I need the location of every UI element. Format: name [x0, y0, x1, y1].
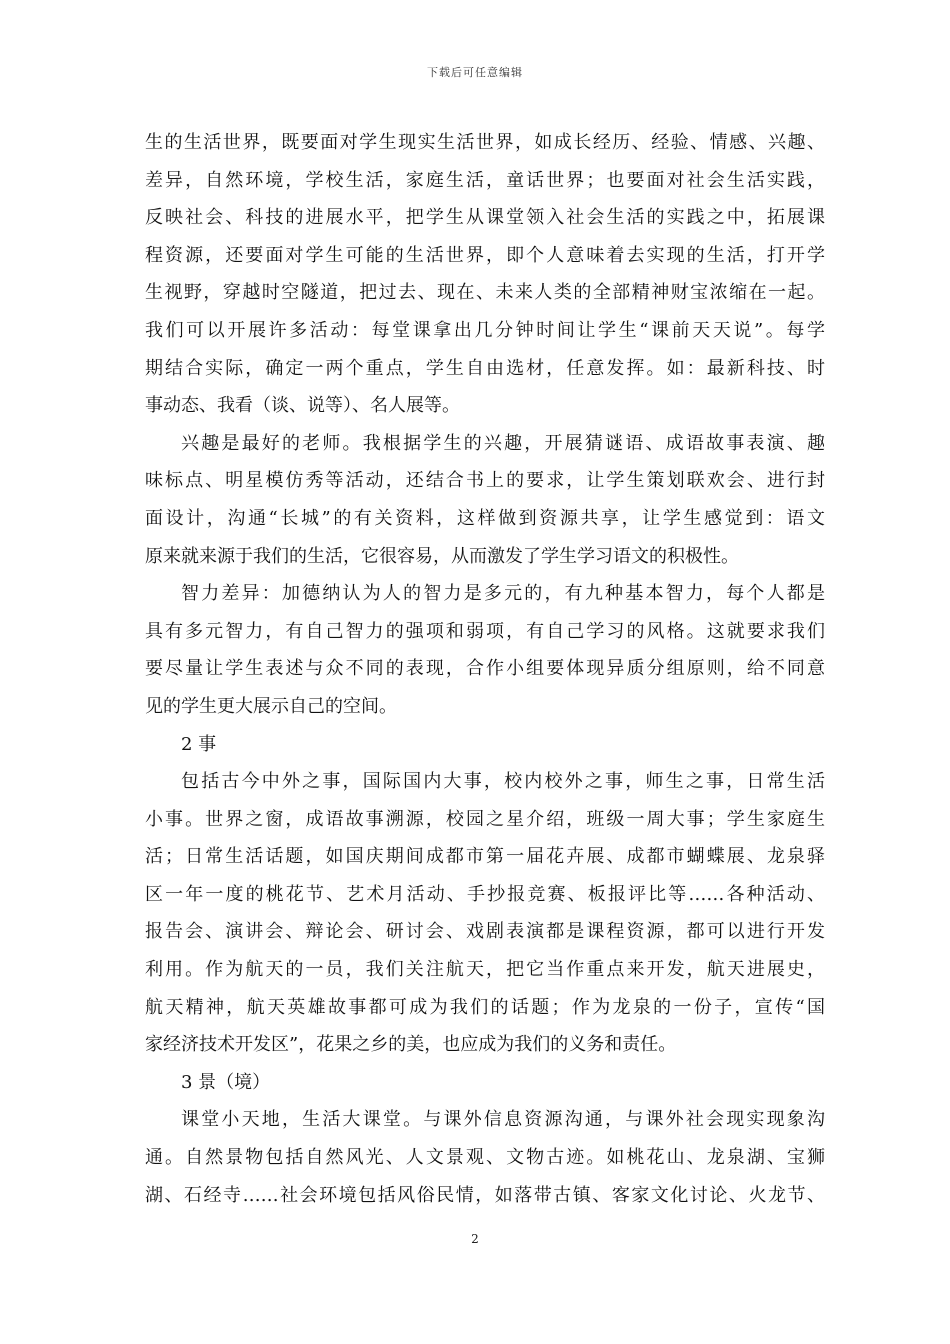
- text-line: 见的学生更大展示自己的空间。: [145, 695, 397, 717]
- text-line: 期结合实际，确定一两个重点，学生自由选材，任意发挥。如：最新科技、时: [145, 357, 825, 379]
- text-line: 区一年一度的桃花节、艺术月活动、手抄报竞赛、板报评比等……各种活动、: [145, 883, 825, 905]
- text-line: 兴趣是最好的老师。我根据学生的兴趣，开展猜谜语、成语故事表演、趣: [181, 432, 825, 454]
- text-line: 差异，自然环境，学校生活，家庭生活，童话世界；也要面对社会生活实践，: [145, 169, 825, 191]
- text-line: 反映社会、科技的进展水平，把学生从课堂领入社会生活的实践之中，拓展课: [145, 207, 825, 229]
- text-line: 事动态、我看（谈、说等）、名人展等。: [145, 395, 460, 417]
- text-line: 具有多元智力，有自己智力的强项和弱项，有自己学习的风格。这就要求我们: [145, 620, 825, 642]
- text-line: 生的生活世界，既要面对学生现实生活世界，如成长经历、经验、情感、兴趣、: [145, 132, 825, 153]
- text-line: 湖、石经寺……社会环境包括风俗民情，如落带古镇、客家文化讨论、火龙节、: [145, 1184, 825, 1206]
- text-line: 包括古今中外之事，国际国内大事，校内校外之事，师生之事，日常生活: [181, 771, 825, 793]
- text-line: 2 事: [181, 733, 217, 755]
- page-header: 下载后可任意编辑: [427, 66, 523, 79]
- text-line: 程资源，还要面对学生可能的生活世界，即个人意味着去实现的生活，打开学: [145, 244, 825, 266]
- page-number: 2: [471, 1232, 479, 1246]
- text-line: 课堂小天地，生活大课堂。与课外信息资源沟通，与课外社会现实现象沟: [181, 1109, 825, 1131]
- text-line: 生视野，穿越时空隧道，把过去、现在、未来人类的全部精神财宝浓缩在一起。: [145, 282, 825, 304]
- text-line: 家经济技术开发区”，花果之乡的美，也应成为我们的义务和责任。: [145, 1034, 677, 1056]
- text-line: 智力差异：加德纳认为人的智力是多元的，有九种基本智力，每个人都是: [181, 583, 825, 605]
- text-line: 报告会、演讲会、辩论会、研讨会、戏剧表演都是课程资源，都可以进行开发: [145, 921, 825, 943]
- text-line: 通。自然景物包括自然风光、人文景观、文物古迹。如桃花山、龙泉湖、宝狮: [145, 1147, 825, 1169]
- text-line: 面设计，沟通“长城”的有关资料，这样做到资源共享，让学生感觉到：语文: [145, 507, 825, 529]
- text-line: 3 景（境）: [181, 1071, 271, 1093]
- text-line: 味标点、明星模仿秀等活动，还结合书上的要求，让学生策划联欢会、进行封: [145, 470, 825, 492]
- text-line: 我们可以开展许多活动：每堂课拿出几分钟时间让学生“课前天天说”。每学: [145, 319, 825, 341]
- text-line: 活；日常生活话题，如国庆期间成都市第一届花卉展、成都市蝴蝶展、龙泉驿: [145, 846, 825, 868]
- text-line: 航天精神，航天英雄故事都可成为我们的话题；作为龙泉的一份子，宣传“国: [145, 996, 825, 1018]
- text-line: 利用。作为航天的一员，我们关注航天，把它当作重点来开发，航天进展史，: [145, 959, 825, 981]
- text-line: 要尽量让学生表述与众不同的表现，合作小组要体现异质分组原则，给不同意: [145, 658, 825, 680]
- document-body: [145, 124, 825, 1214]
- text-line: 小事。世界之窗，成语故事溯源，校园之星介绍，班级一周大事；学生家庭生: [145, 808, 825, 830]
- text-line: 原来就来源于我们的生活，它很容易，从而激发了学生学习语文的积极性。: [145, 545, 739, 567]
